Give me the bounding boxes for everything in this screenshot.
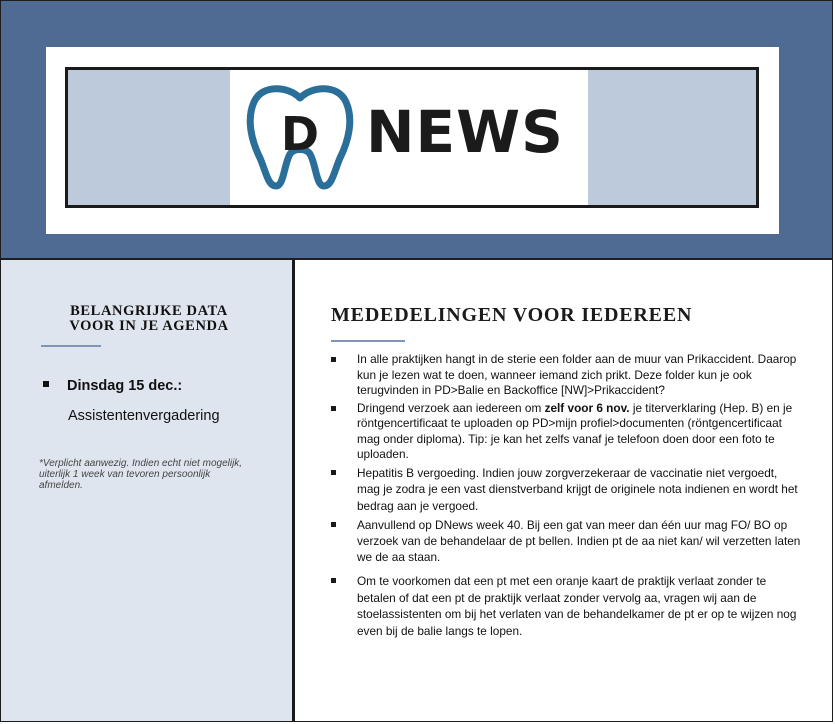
dnews-logo — [230, 70, 588, 205]
tooth-icon — [240, 80, 360, 195]
agenda-date: Dinsdag 15 dec.: — [67, 378, 183, 394]
bullet-icon — [331, 357, 336, 362]
section-title: MEDEDELINGEN VOOR IEDEREEN — [331, 304, 693, 326]
agenda-description: Assistentenvergadering — [68, 408, 220, 424]
sidebar-title-line2: VOOR IN JE AGENDA — [69, 318, 229, 334]
logo-letter: D — [280, 107, 320, 161]
list-item: In alle praktijken hangt in de sterie een folder aan de muur van Prikaccident. Daarop kun je lezen wat te doen, wanneer iemand zich prikt. Deze folder kun je ook terugvinden in PD>Balie en Backoffice [NW]>Prikaccident? — [331, 352, 801, 399]
list-item: Dringend verzoek aan iedereen om zelf voor 6 nov. je titerverklaring (Hep. B) en je röntgencertificaat te uploaden op PD>mijn profiel>documenten (röntgencertificaat mag onder diploma). Tip: je kan het zelfs vanaf je telefoon doen door een foto te uploaden. — [331, 401, 801, 463]
sidebar-title — [31, 304, 267, 334]
agenda-item — [43, 378, 182, 394]
bullet-icon — [331, 522, 336, 527]
bullet-icon — [331, 470, 336, 475]
announcement-list — [331, 352, 801, 641]
header-frame — [46, 47, 779, 234]
bullet-icon — [331, 406, 336, 411]
logo-text: NEWS — [366, 98, 564, 166]
list-item: Aanvullend op DNews week 40. Bij een gat van meer dan één uur mag FO/ BO op verzoek van de behandelaar de pt bellen. Indien pt de aa niet kan/ wil verzetten laten we de aa staan. — [331, 517, 801, 565]
agenda-sidebar — [1, 260, 295, 721]
bullet-icon — [331, 578, 336, 583]
bullet-icon — [43, 381, 49, 387]
sidebar-divider — [41, 345, 101, 347]
list-item: Om te voorkomen dat een pt met een oranje kaart de praktijk verlaat zonder te betalen of dat een pt de praktijk verlaat zonder vervolg aa, vragen wij aan de stoelassistenten om bij het verlaten van de behandelkamer de pt er op te wijzen nog even bij de balie langs te lopen. — [331, 573, 801, 639]
sidebar-title-line1: BELANGRIJKE DATA — [70, 303, 228, 319]
announcements-section — [295, 260, 832, 721]
agenda-note: *Verplicht aanwezig. Indien echt niet mogelijk, uiterlijk 1 week van tevoren persoonlijk afmelden. — [39, 458, 243, 491]
header-band — [1, 1, 832, 260]
section-divider — [331, 340, 405, 342]
deadline-emphasis: zelf voor 6 nov. — [544, 400, 630, 415]
header-banner — [65, 67, 759, 208]
list-item: Hepatitis B vergoeding. Indien jouw zorgverzekeraar de vaccinatie niet vergoedt, mag je zodra je een vast dienstverband krijgt de originele nota indienen en wordt het bedrag aan je vergoed. — [331, 465, 801, 515]
